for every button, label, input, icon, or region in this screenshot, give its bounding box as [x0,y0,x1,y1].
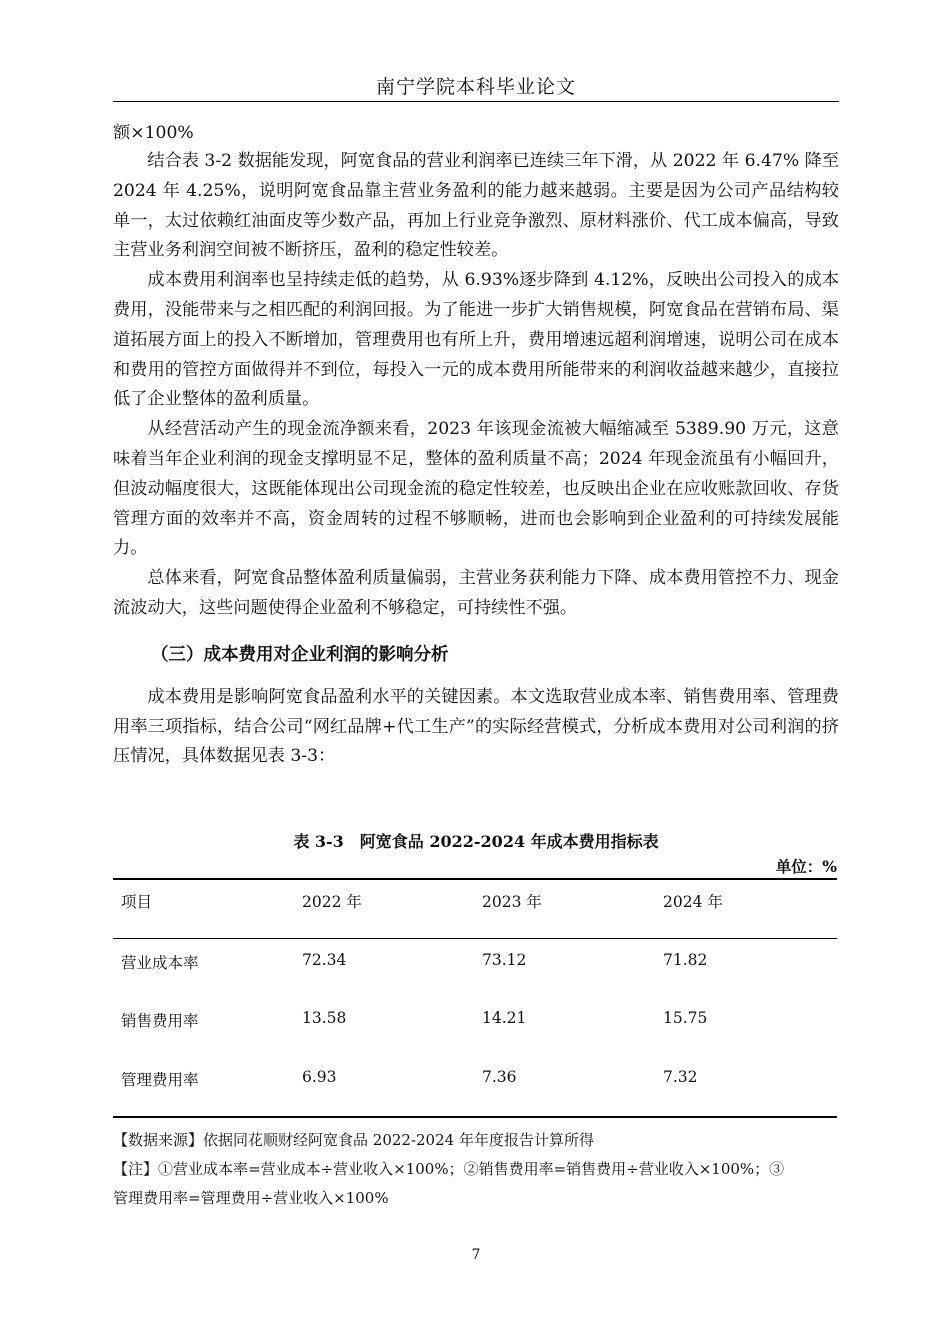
continued-formula-line: 额×100% [113,123,194,143]
row-label: 管理费用率 [121,1071,199,1089]
table-notes [113,1126,839,1213]
table-unit-label: 单位：% [775,857,837,876]
paragraph-operating-margin: 结合表 3-2 数据能发现，阿宽食品的营业利润率已连续三年下滑，从 2022 年 6.47% 降至 2024 年 4.25%，说明阿宽食品靠主营业务盈利的能力越来越弱。主要是因为公司产品结构较单一，太过依赖红油面皮等少数产品，再加上行业竞争激烈、原材料涨价、代工成本偏高，导致主营业务利润空间被不断挤压，盈利的稳定性较差。 [113,151,840,261]
table-header-rule [113,938,837,939]
body-text [113,119,839,772]
paragraph-summary: 总体来看，阿宽食品整体盈利质量偏弱，主营业务获利能力下降、成本费用管控不力、现金流波动大，这些问题使得企业盈利不够稳定，可持续性不强。 [113,568,839,618]
page-number: 7 [471,1247,481,1263]
header-cell-2022: 2022 年 [302,893,362,911]
header-cell-2023: 2023 年 [482,893,542,911]
table-cell: 7.36 [482,1068,517,1086]
paragraph-cost-profit-ratio: 成本费用利润率也呈持续走低的趋势，从 6.93%逐步降到 4.12%，反映出公司投入的成本费用，没能带来与之相匹配的利润回报。为了能进一步扩大销售规模，阿宽食品在营销布局、渠道拓展方面上的投入不断增加，管理费用也有所上升，费用增速远超利润增速，说明公司在成本和费用的管控方面做得并不到位，每投入一元的成本费用所能带来的利润收益越来越少，直接拉低了企业整体的盈利质量。 [113,270,839,410]
formula-note-line-2: 管理费用率=管理费用÷营业收入×100% [113,1189,389,1207]
paragraph-section-intro: 成本费用是影响阿宽食品盈利水平的关键因素。本文选取营业成本率、销售费用率、管理费用率三项指标，结合公司“网红品牌+代工生产”的实际经营模式，分析成本费用对公司利润的挤压情况，具体数据见表 3-3： [113,686,839,767]
table-bottom-rule [113,1116,837,1118]
table-cell: 13.58 [302,1009,347,1027]
table-cell: 6.93 [302,1068,337,1086]
header-rule [113,101,839,102]
row-label: 营业成本率 [121,954,199,972]
data-source-note: 【数据来源】依据同花顺财经阿宽食品 2022-2024 年年度报告计算所得 [113,1131,594,1149]
section-heading: （三）成本费用对企业利润的影响分析 [151,644,449,665]
table-caption: 表 3-3 阿宽食品 2022-2024 年成本费用指标表 [293,832,659,851]
paragraph-cash-flow: 从经营活动产生的现金流净额来看，2023 年该现金流被大幅缩减至 5389.90 万元，这意味着当年企业利润的现金支撑明显不足，整体的盈利质量不高；2024 年现金流虽有小幅回升，但波动幅度很大，这既能体现出公司现金流的稳定性较差，也反映出企业在应收账款回收、存货管理方面的效率并不高，资金周转的过程不够顺畅，进而也会影响到企业盈利的可持续发展能力。 [113,419,839,559]
header-cell-item: 项目 [121,893,153,911]
table-top-rule [113,878,837,880]
table-cell: 72.34 [302,951,347,969]
formula-note-line-1: 【注】①营业成本率=营业成本÷营业收入×100%；②销售费用率=销售费用÷营业收入×100%；③ [113,1160,785,1178]
table-cell: 14.21 [482,1009,527,1027]
table-cell: 73.12 [482,951,527,969]
table-cell: 15.75 [663,1009,708,1027]
row-label: 销售费用率 [121,1012,199,1030]
table-cell: 71.82 [663,951,708,969]
table-cell: 7.32 [663,1068,698,1086]
page-header-title: 南宁学院本科毕业论文 [375,76,576,98]
header-cell-2024: 2024 年 [663,893,723,911]
